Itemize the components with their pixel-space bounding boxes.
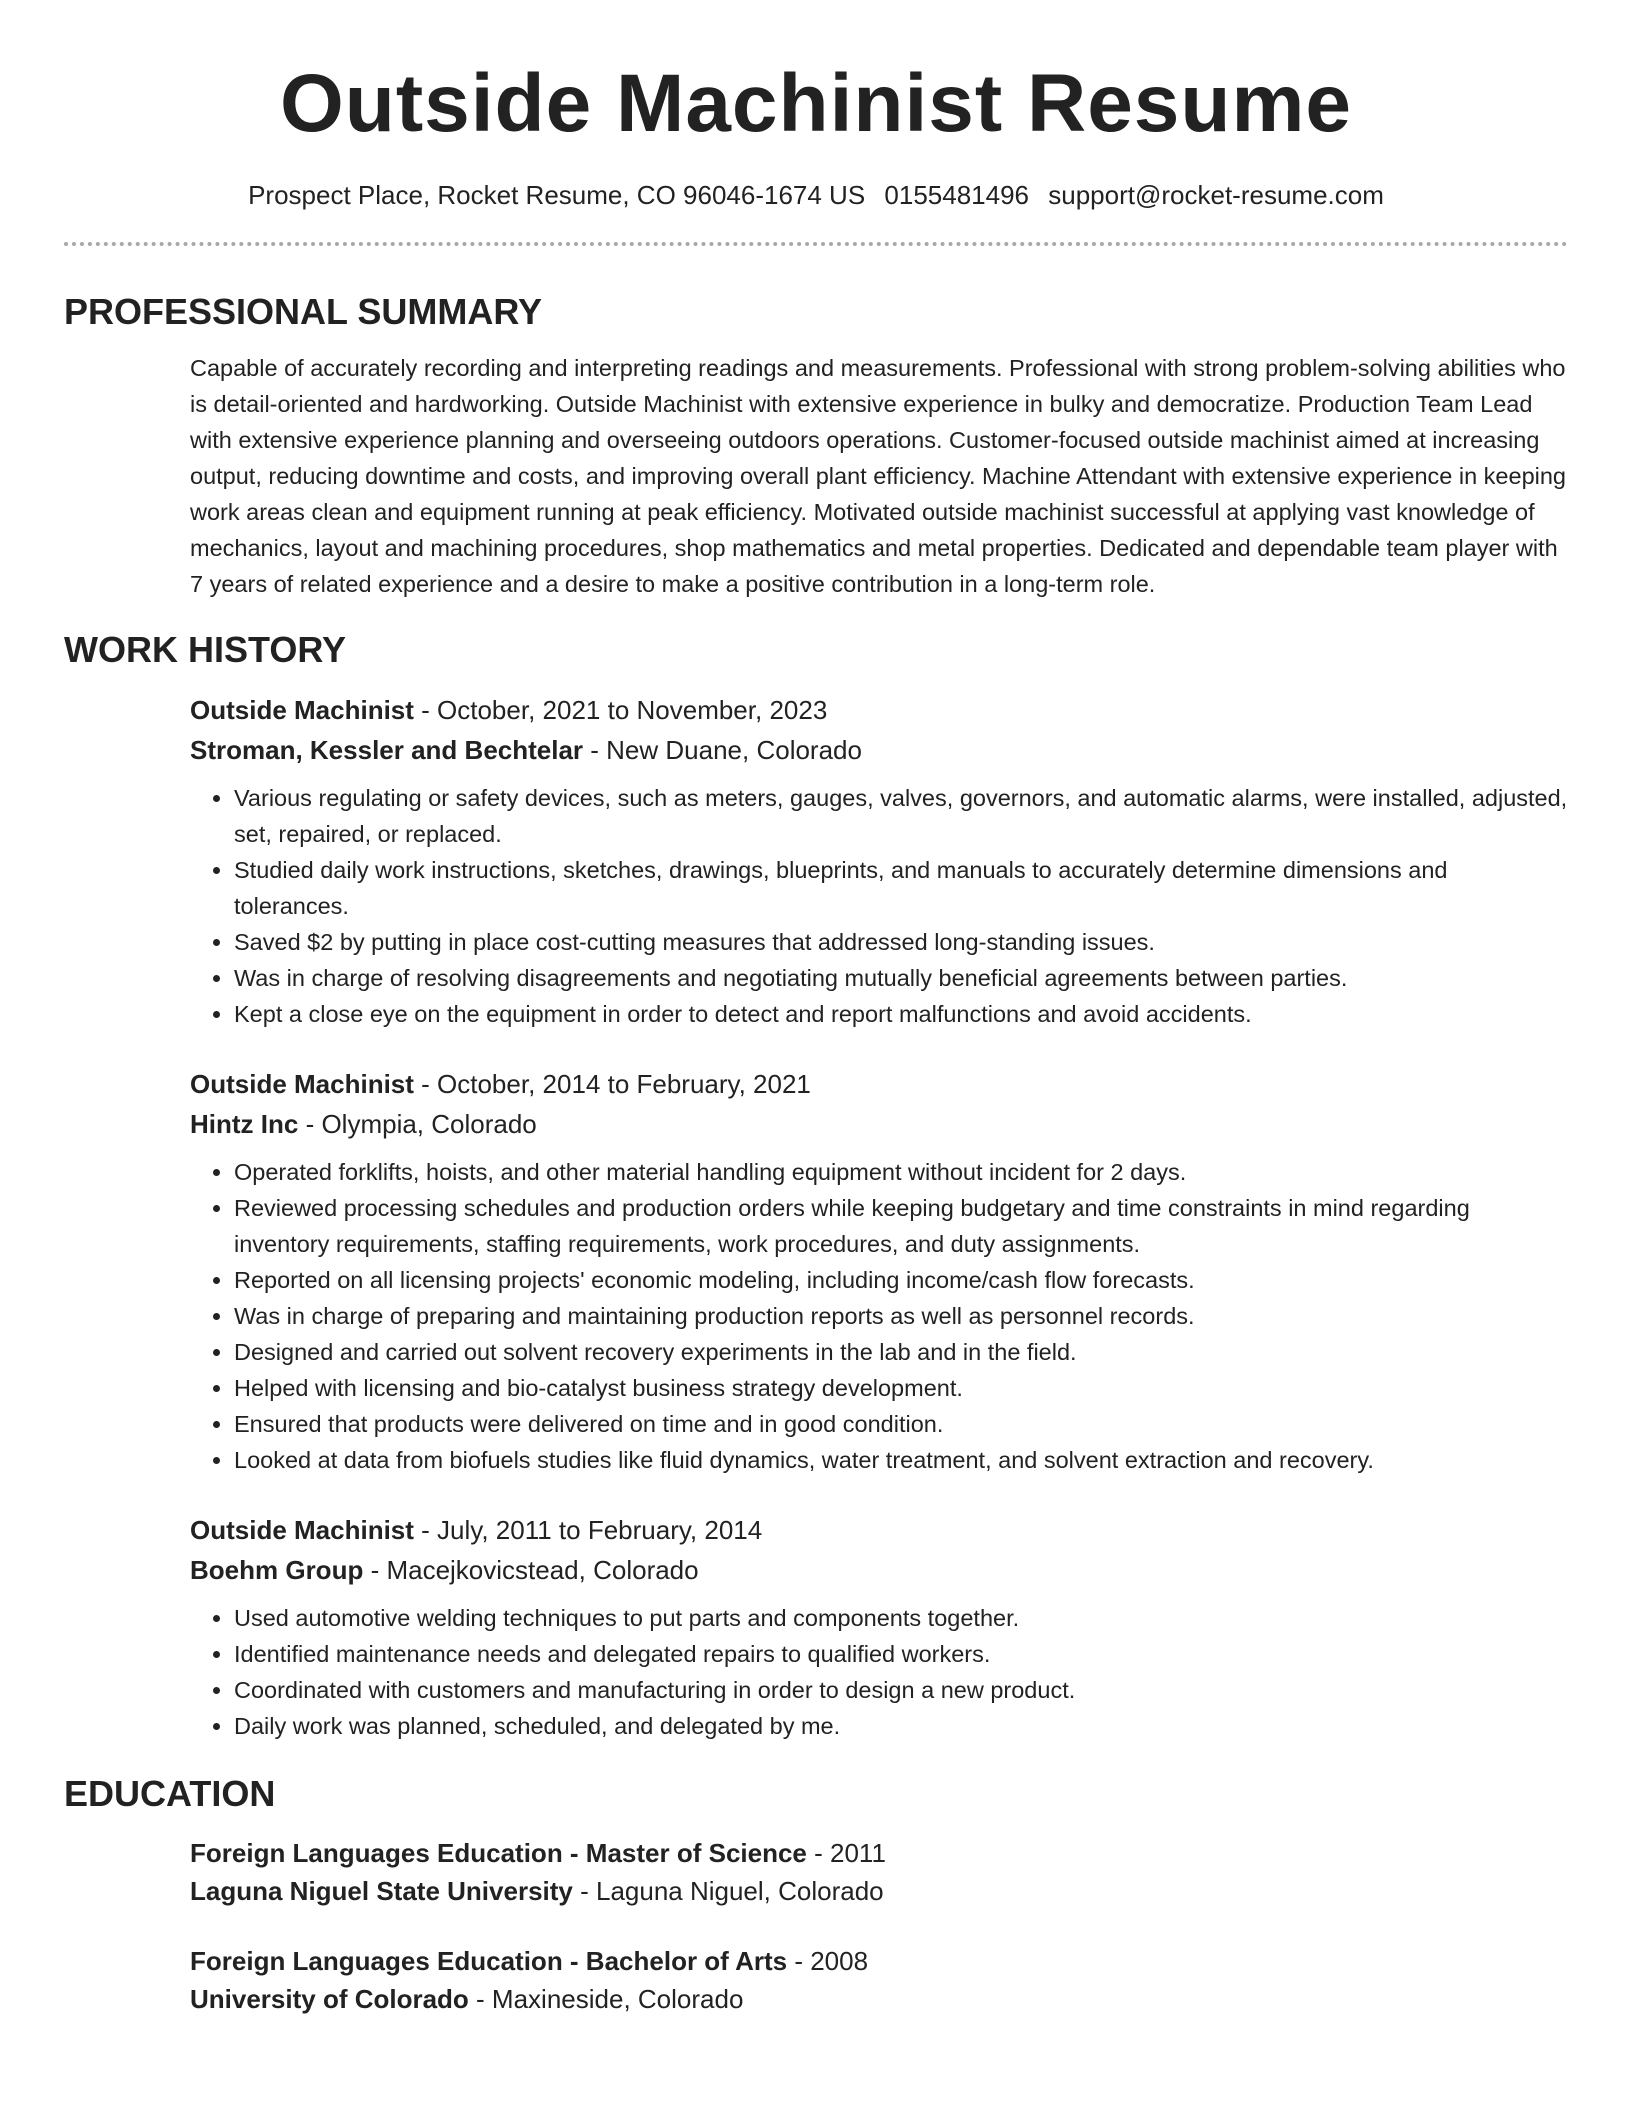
contact-phone: 0155481496 (884, 180, 1030, 210)
job-duty: • Various regulating or safety devices, such as meters, gauges, valves, governors, and automatic alarms, were installed, adjusted, set, repaired, or replaced. (234, 780, 1568, 852)
education-school: University of Colorado (190, 1984, 469, 2014)
job-dates: - July, 2011 to February, 2014 (413, 1515, 763, 1545)
job-company: Boehm Group (190, 1555, 364, 1585)
job-location: - Olympia, Colorado (298, 1109, 537, 1139)
job-entry (190, 1510, 1568, 1744)
contact-email: support@rocket-resume.com (1048, 180, 1384, 210)
job-duty: • Was in charge of resolving disagreements and negotiating mutually beneficial agreements between parties. (234, 960, 1568, 996)
job-company: Stroman, Kessler and Bechtelar (190, 735, 584, 765)
section-heading-work-history: WORK HISTORY (64, 629, 347, 670)
job-duty: • Designed and carried out solvent recovery experiments in the lab and in the field. (234, 1334, 1568, 1370)
job-duty: • Operated forklifts, hoists, and other material handling equipment without incident for 2 days. (234, 1154, 1568, 1190)
summary-text: Capable of accurately recording and interpreting readings and measurements. Professional with strong problem-solving abilities who is detail-oriented and hardworking. Outside Machinist with extensive experience in bulky and democratize. Production Team Lead with extensive experience planning and overseeing outdoors operations. Customer-focused outside machinist aimed at increasing output, reducing downtime and costs, and improving overall plant efficiency. Machine Attendant with extensive experience in keeping work areas clean and equipment running at peak efficiency. Motivated outside machinist successful at applying vast knowledge of mechanics, layout and machining procedures, shop mathematics and metal properties. Dedicated and dependable team player with 7 years of related experience and a desire to make a positive contribution in a long-term role. (190, 355, 1567, 597)
education-year: - 2008 (787, 1946, 869, 1976)
job-location: - New Duane, Colorado (583, 735, 862, 765)
job-company-line (190, 1550, 1568, 1590)
job-location: - Macejkovicstead, Colorado (363, 1555, 699, 1585)
job-company-line (190, 730, 1568, 770)
resume-page (64, 0, 1568, 2018)
job-title-line (190, 1510, 1568, 1550)
summary-section (64, 290, 1568, 602)
job-title-line (190, 1064, 1568, 1104)
education-location: - Laguna Niguel, Colorado (572, 1876, 884, 1906)
job-duties-list (190, 1154, 1568, 1478)
job-title: Outside Machinist (190, 1069, 414, 1099)
job-duty: • Was in charge of preparing and maintaining production reports as well as personnel records. (234, 1298, 1568, 1334)
work-history-section (64, 628, 1568, 1744)
header-divider (64, 242, 1568, 246)
education-degree: Foreign Languages Education - Bachelor of Arts (190, 1946, 788, 1976)
job-entry (190, 1064, 1568, 1478)
job-duties-list (190, 1600, 1568, 1744)
contact-address: Prospect Place, Rocket Resume, CO 96046-1674 US (248, 180, 866, 210)
education-entry (190, 1834, 1568, 1910)
job-company-line (190, 1104, 1568, 1144)
education-section (64, 1772, 1568, 2018)
education-degree-line (190, 1834, 1568, 1872)
job-dates: - October, 2021 to November, 2023 (413, 695, 828, 725)
education-degree-line (190, 1942, 1568, 1980)
job-duty: • Daily work was planned, scheduled, and delegated by me. (234, 1708, 1568, 1744)
job-dates: - October, 2014 to February, 2021 (413, 1069, 811, 1099)
education-entry (190, 1942, 1568, 2018)
job-duty: • Kept a close eye on the equipment in order to detect and report malfunctions and avoid accidents. (234, 996, 1568, 1032)
job-entry (190, 690, 1568, 1032)
job-duty: • Coordinated with customers and manufacturing in order to design a new product. (234, 1672, 1568, 1708)
education-location: - Maxineside, Colorado (468, 1984, 744, 2014)
education-school-line (190, 1872, 1568, 1910)
job-title-line (190, 690, 1568, 730)
job-duties-list (190, 780, 1568, 1032)
job-duty: • Identified maintenance needs and delegated repairs to qualified workers. (234, 1636, 1568, 1672)
job-duty: • Studied daily work instructions, sketches, drawings, blueprints, and manuals to accurately determine dimensions and tolerances. (234, 852, 1568, 924)
education-year: - 2011 (806, 1838, 886, 1868)
job-duty: • Used automotive welding techniques to put parts and components together. (234, 1600, 1568, 1636)
job-company: Hintz Inc (190, 1109, 299, 1139)
job-duty: • Reported on all licensing projects' economic modeling, including income/cash flow forecasts. (234, 1262, 1568, 1298)
resume-title: Outside Machinist Resume (279, 58, 1353, 149)
section-heading-education: EDUCATION (64, 1773, 276, 1814)
job-duty: • Saved $2 by putting in place cost-cutting measures that addressed long-standing issues. (234, 924, 1568, 960)
job-duty: • Looked at data from biofuels studies like fluid dynamics, water treatment, and solvent extraction and recovery. (234, 1442, 1568, 1478)
education-school: Laguna Niguel State University (190, 1876, 573, 1906)
job-title: Outside Machinist (190, 1515, 414, 1545)
education-degree: Foreign Languages Education - Master of Science (190, 1838, 807, 1868)
education-school-line (190, 1980, 1568, 2018)
job-duty: • Ensured that products were delivered on time and in good condition. (234, 1406, 1568, 1442)
job-duty: • Reviewed processing schedules and production orders while keeping budgetary and time constraints in mind regarding inventory requirements, staffing requirements, work procedures, and duty assignments. (234, 1190, 1568, 1262)
job-duty: • Helped with licensing and bio-catalyst business strategy development. (234, 1370, 1568, 1406)
job-title: Outside Machinist (190, 695, 414, 725)
section-heading-summary: PROFESSIONAL SUMMARY (64, 291, 543, 332)
contact-info (64, 178, 1568, 212)
